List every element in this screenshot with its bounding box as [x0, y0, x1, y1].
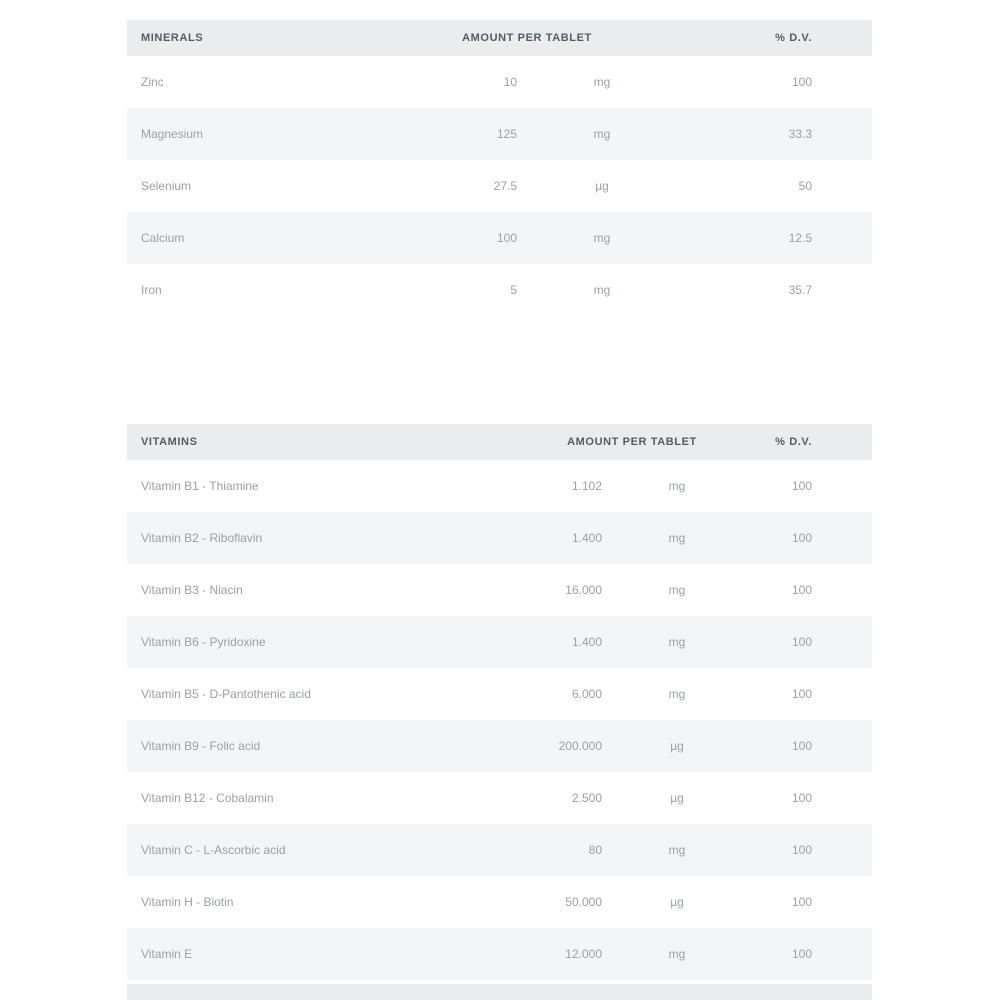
row-daily-value: 100	[791, 75, 812, 89]
table-row	[127, 772, 872, 824]
row-amount: 6.000	[571, 687, 602, 701]
row-amount: 200.000	[558, 739, 602, 753]
row-amount: 50.000	[565, 895, 602, 909]
row-daily-value: 100	[791, 843, 812, 857]
row-daily-value: 50	[798, 179, 812, 193]
row-daily-value: 35.7	[788, 283, 812, 297]
vitamins-table	[127, 424, 872, 980]
row-amount: 10	[503, 75, 517, 89]
row-name: Vitamin B2 - Riboflavin	[141, 531, 263, 545]
row-name: Vitamin B12 - Cobalamin	[141, 791, 274, 805]
next-section-partial-row	[127, 984, 872, 1000]
column-header-amount: AMOUNT PER TABLET	[567, 436, 697, 448]
table-row	[127, 212, 872, 264]
table-row	[127, 668, 872, 720]
row-amount: 27.5	[493, 179, 517, 193]
row-amount: 125	[496, 127, 517, 141]
table-row	[127, 928, 872, 980]
table-header-row	[127, 20, 872, 56]
column-header-name: MINERALS	[141, 32, 204, 44]
row-name: Vitamin B5 - D-Pantothenic acid	[141, 687, 311, 701]
row-amount: 5	[510, 283, 517, 297]
table-row	[127, 720, 872, 772]
table-row	[127, 512, 872, 564]
row-unit: µg	[670, 791, 684, 805]
row-name: Vitamin B6 - Pyridoxine	[141, 635, 266, 649]
row-unit: mg	[668, 635, 686, 649]
row-unit: µg	[670, 739, 684, 753]
row-unit: µg	[595, 179, 609, 193]
table-row	[127, 564, 872, 616]
table-row	[127, 264, 872, 316]
row-name: Selenium	[141, 179, 192, 193]
row-amount: 100	[496, 231, 517, 245]
row-unit: mg	[668, 687, 686, 701]
row-name: Vitamin E	[141, 947, 193, 961]
row-name: Vitamin C - L-Ascorbic acid	[141, 843, 286, 857]
row-daily-value: 12.5	[788, 231, 812, 245]
row-amount: 16.000	[565, 583, 602, 597]
row-daily-value: 100	[791, 583, 812, 597]
table-row	[127, 160, 872, 212]
row-daily-value: 100	[791, 791, 812, 805]
column-header-name: VITAMINS	[141, 436, 198, 448]
row-amount: 2.500	[571, 791, 602, 805]
row-unit: mg	[593, 75, 611, 89]
row-unit: mg	[593, 283, 611, 297]
row-name: Calcium	[141, 231, 185, 245]
table-row	[127, 460, 872, 512]
minerals-table	[127, 20, 872, 316]
row-name: Vitamin B9 - Folic acid	[141, 739, 261, 753]
row-daily-value: 100	[791, 739, 812, 753]
row-name: Vitamin H - Biotin	[141, 895, 234, 909]
row-name: Vitamin B1 - Thiamine	[141, 479, 259, 493]
row-unit: mg	[668, 479, 686, 493]
row-unit: µg	[670, 895, 684, 909]
table-row	[127, 824, 872, 876]
row-daily-value: 100	[791, 895, 812, 909]
table-row	[127, 108, 872, 160]
row-amount: 1.400	[571, 635, 602, 649]
row-daily-value: 100	[791, 947, 812, 961]
table-header-row	[127, 424, 872, 460]
row-daily-value: 100	[791, 479, 812, 493]
row-unit: mg	[668, 843, 686, 857]
column-header-dv: % D.V.	[775, 436, 812, 448]
table-row	[127, 876, 872, 928]
row-unit: mg	[593, 127, 611, 141]
row-daily-value: 33.3	[788, 127, 812, 141]
row-unit: mg	[668, 583, 686, 597]
row-daily-value: 100	[791, 531, 812, 545]
row-daily-value: 100	[791, 687, 812, 701]
row-amount: 1.102	[571, 479, 602, 493]
row-name: Vitamin B3 - Niacin	[141, 583, 243, 597]
row-name: Magnesium	[141, 127, 204, 141]
row-amount: 1.400	[571, 531, 602, 545]
table-row	[127, 56, 872, 108]
row-daily-value: 100	[791, 635, 812, 649]
row-name: Iron	[141, 283, 162, 297]
row-unit: mg	[668, 947, 686, 961]
row-unit: mg	[593, 231, 611, 245]
row-amount: 80	[588, 843, 602, 857]
column-header-amount: AMOUNT PER TABLET	[462, 32, 592, 44]
row-name: Zinc	[141, 75, 164, 89]
table-row	[127, 616, 872, 668]
row-amount: 12.000	[565, 947, 602, 961]
column-header-dv: % D.V.	[775, 32, 812, 44]
row-unit: mg	[668, 531, 686, 545]
